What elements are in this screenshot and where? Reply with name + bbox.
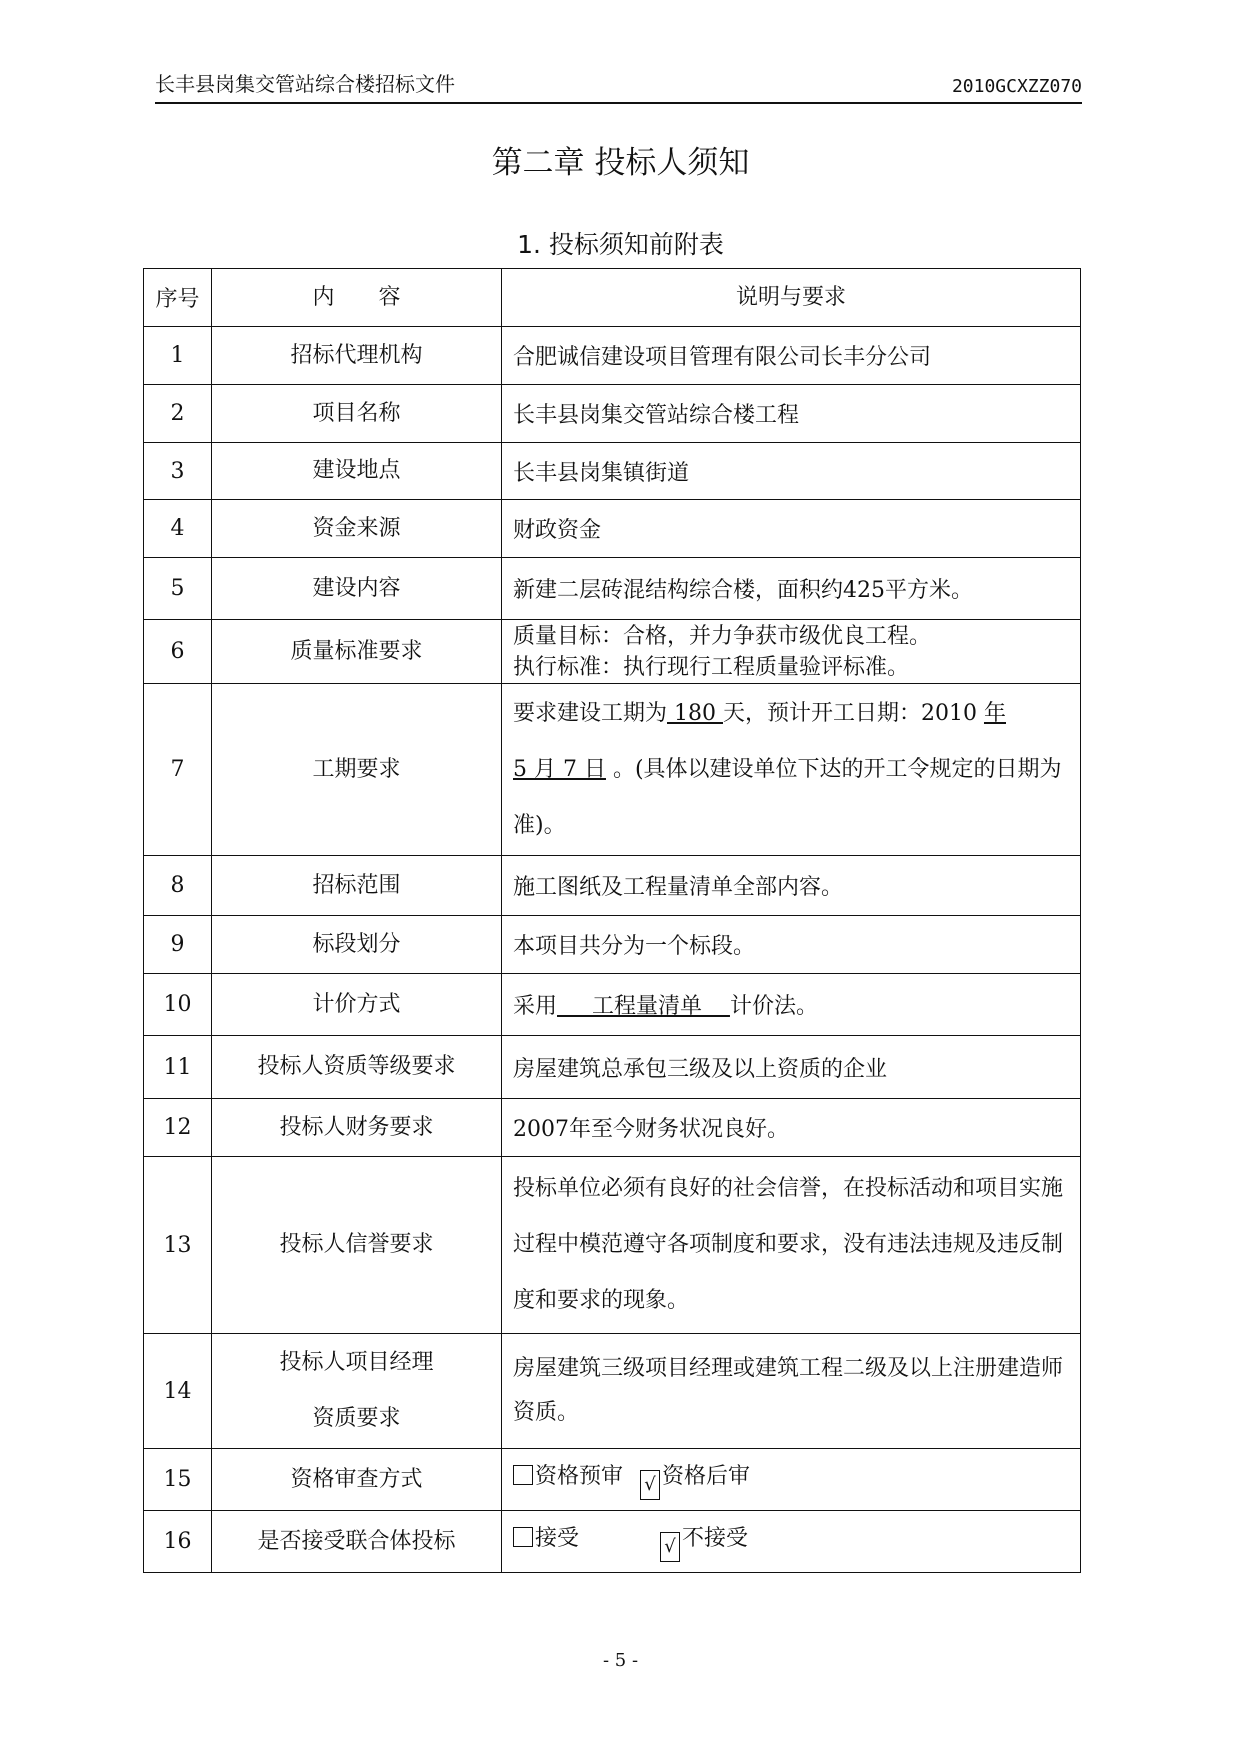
page-header (155, 72, 1082, 104)
table-row (144, 443, 1081, 500)
table-row (144, 327, 1081, 385)
table-row (144, 974, 1081, 1036)
row-desc: 本项目共分为一个标段。 (502, 916, 1081, 974)
table-row (144, 620, 1081, 684)
row-number: 16 (144, 1511, 212, 1573)
row-number: 12 (144, 1099, 212, 1157)
row-number: 3 (144, 443, 212, 500)
row-number: 15 (144, 1449, 212, 1511)
row-desc: 房屋建筑三级项目经理或建筑工程二级及以上注册建造师资质。 (502, 1334, 1081, 1449)
row-desc (502, 974, 1081, 1036)
row-desc: 投标单位必须有良好的社会信誉，在投标活动和项目实施过程中模范遵守各项制度和要求，没有违法违规及违反制度和要求的现象。 (502, 1157, 1081, 1334)
row-number: 6 (144, 620, 212, 684)
row-desc: 施工图纸及工程量清单全部内容。 (502, 856, 1081, 916)
table-row (144, 385, 1081, 443)
row-desc (502, 684, 1081, 856)
chapter-title: 第二章 投标人须知 (491, 145, 750, 181)
row-item: 是否接受联合体投标 (212, 1511, 502, 1573)
row-desc: 合肥诚信建设项目管理有限公司长丰分公司 (502, 327, 1081, 385)
reject-consortium-label: 不接受 (682, 1526, 749, 1551)
row-desc: 财政资金 (502, 500, 1081, 558)
quality-standard-line: 执行标准：执行现行工程质量验评标准。 (513, 654, 910, 680)
table-row (144, 1157, 1081, 1334)
bidder-notice-table (143, 268, 1081, 1573)
table-row (144, 1449, 1081, 1511)
table-row (144, 500, 1081, 558)
schedule-text: 。(具体以建设单位下达的开工令规定的日期为准)。 (513, 756, 1062, 838)
table-row (144, 1099, 1081, 1157)
row-desc (502, 1511, 1081, 1573)
table-row (144, 558, 1081, 620)
row-number: 7 (144, 684, 212, 856)
quality-target-line: 质量目标：合格，并力争获市级优良工程。 (513, 623, 932, 649)
pricing-text: 采用 (513, 994, 558, 1019)
row-desc: 房屋建筑总承包三级及以上资质的企业 (502, 1036, 1081, 1099)
row-number: 4 (144, 500, 212, 558)
schedule-year-char: 年 (983, 700, 1006, 726)
row-item: 资金来源 (212, 500, 502, 558)
row-number: 1 (144, 327, 212, 385)
row-item-line: 投标人项目经理 (279, 1350, 434, 1375)
row-desc: 2007年至今财务状况良好。 (502, 1099, 1081, 1157)
row-number: 5 (144, 558, 212, 620)
schedule-days: 180 (667, 700, 723, 726)
row-number: 9 (144, 916, 212, 974)
document-code: 2010GCXZZ070 (951, 76, 1082, 97)
table-row (144, 1036, 1081, 1099)
prequalification-label: 资格预审 (535, 1464, 624, 1489)
row-desc: 新建二层砖混结构综合楼，面积约425平方米。 (502, 558, 1081, 620)
reject-consortium-checkbox[interactable]: √ (660, 1532, 680, 1562)
table-title: 1. 投标须知前附表 (517, 230, 724, 259)
row-number: 11 (144, 1036, 212, 1099)
row-item: 质量标准要求 (212, 620, 502, 684)
row-number: 14 (144, 1334, 212, 1449)
row-item: 投标人信誉要求 (212, 1157, 502, 1334)
row-item (212, 1334, 502, 1449)
row-item: 标段划分 (212, 916, 502, 974)
schedule-text: 天，预计开工日期：2010 (723, 700, 984, 726)
row-item: 建设地点 (212, 443, 502, 500)
post-qualification-label: 资格后审 (662, 1464, 751, 1489)
row-desc: 长丰县岗集镇街道 (502, 443, 1081, 500)
pricing-method: 工程量清单 (557, 994, 730, 1019)
table-row (144, 1511, 1081, 1573)
row-item: 项目名称 (212, 385, 502, 443)
row-number: 13 (144, 1157, 212, 1334)
row-desc: 长丰县岗集交管站综合楼工程 (502, 385, 1081, 443)
row-item: 招标代理机构 (212, 327, 502, 385)
header-cell-item: 内 容 (212, 269, 502, 327)
row-item-line: 资质要求 (312, 1406, 401, 1431)
schedule-text: 要求建设工期为 (513, 700, 668, 726)
table-header-row (144, 269, 1081, 327)
row-desc (502, 620, 1081, 684)
row-number: 8 (144, 856, 212, 916)
row-item: 招标范围 (212, 856, 502, 916)
prequalification-checkbox[interactable] (513, 1465, 533, 1485)
table-row (144, 856, 1081, 916)
table-row (144, 1334, 1081, 1449)
pricing-text: 计价法。 (729, 994, 818, 1019)
row-desc (502, 1449, 1081, 1511)
row-item: 投标人财务要求 (212, 1099, 502, 1157)
header-cell-no: 序号 (144, 269, 212, 327)
accept-consortium-label: 接受 (535, 1526, 580, 1551)
row-item: 资格审查方式 (212, 1449, 502, 1511)
row-number: 10 (144, 974, 212, 1036)
table-row (144, 916, 1081, 974)
post-qualification-checkbox[interactable]: √ (640, 1470, 660, 1500)
schedule-start-date: 5 月 7 日 (513, 756, 606, 782)
header-cell-desc: 说明与要求 (502, 269, 1081, 327)
row-item: 投标人资质等级要求 (212, 1036, 502, 1099)
table-row (144, 684, 1081, 856)
row-item: 计价方式 (212, 974, 502, 1036)
row-number: 2 (144, 385, 212, 443)
row-item: 工期要求 (212, 684, 502, 856)
page-number: - 5 - (602, 1650, 639, 1671)
accept-consortium-checkbox[interactable] (513, 1527, 533, 1547)
document-title: 长丰县岗集交管站综合楼招标文件 (155, 72, 455, 96)
row-item: 建设内容 (212, 558, 502, 620)
